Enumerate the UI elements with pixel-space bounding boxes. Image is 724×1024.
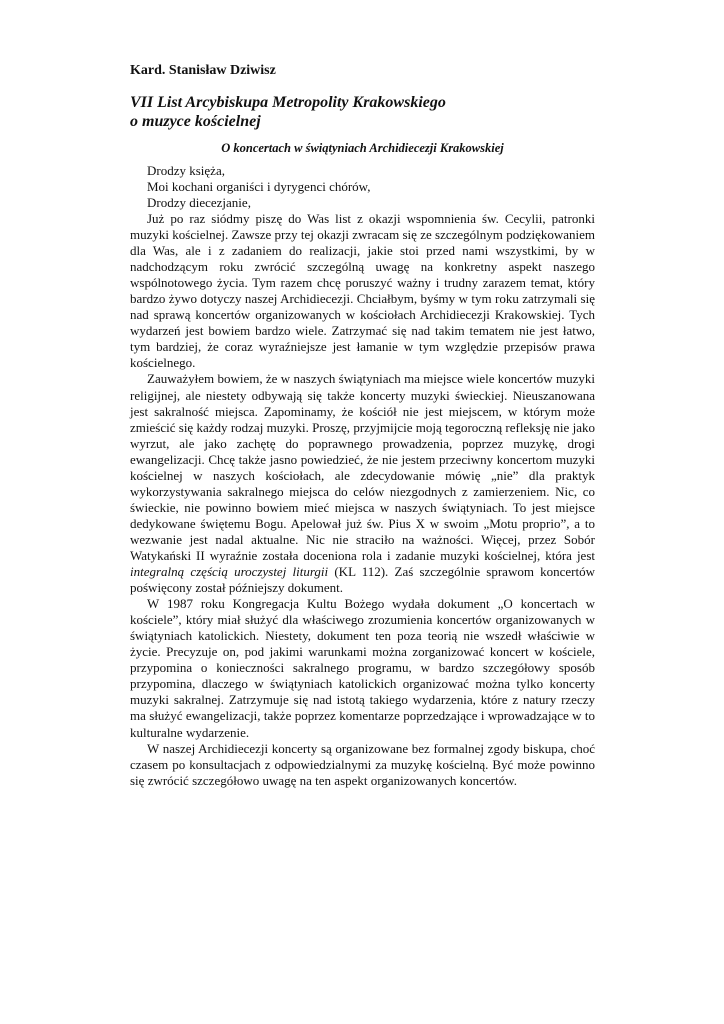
author-name: Kard. Stanisław Dziwisz — [130, 63, 276, 78]
paragraph-2 — [130, 371, 595, 596]
paragraph-2-text-after: (KL 112). Zaś szczególnie sprawom koncertów poświęcony został późniejszy dokument. — [130, 564, 596, 596]
paragraph-4: W naszej Archidiecezji koncerty są organizowane bez formalnej zgody biskupa, choć czasem po konsultacjach z odpowiedzialnymi za muzykę kościelną. Być może powinno się zwrócić szczegółowo uwagę na ten aspekt organizowanych koncertów. — [130, 740, 595, 788]
document-page — [130, 62, 595, 789]
paragraph-3: W 1987 roku Kongregacja Kultu Bożego wydała dokument „O koncertach w kościele”, który miał służyć dla właściwego zrozumienia koncertów organizowanych w świątyniach katolickich. Niestety, dokument ten poza teorią nie wszedł właściwie w życie. Precyzuje on, pod jakimi warunkami można zorganizować koncert w kościele, przypomina o konieczności sakralnego programu, w bardzo szczegółowy sposób przypomina, dlaczego w świątyniach katolickich organizować można tylko koncerty muzyki sakralnej. Zatrzymuje się nad istotą takiego wydarzenia, które z natury rzeczy ma służyć ewangelizacji, także poprzez komentarze poprzedzające i wprowadzające w to kulturalne wydarzenie. — [130, 596, 595, 740]
paragraph-2-text-before: Zauważyłem bowiem, że w naszych świątyniach ma miejsce wiele koncertów muzyki religijnej, ale niestety odbywają się także koncerty muzyki świeckiej. Nieuszanowana jest sakralność miejsca. Zapominamy, że kościół nie jest miejscem, w którym może zmieścić się każdy rodzaj muzyki. Proszę, przyjmijcie moją tegoroczną refleksję nie jako wyrzut, ale jako zachętę do poprawnego prowadzenia, poprzez muzykę, drogi ewangelizacji. Chcę także jasno powiedzieć, że nie jestem przeciwny koncertom muzyki kościelnej w naszych kościołach, ale zdecydowanie mówię „nie” dla praktyk wykorzystywania sakralnego miejsca do celów niezgodnych z zamierzeniem. Nic, co świeckie, nie powinno bowiem mieć miejsca w naszych świątyniach. To jest miejsce dedykowane świętemu Bogu. Apelował już św. Pius X w swoim „Motu proprio”, a to wezwanie jest nadal aktualne. Nic nie straciło na ważności. Więcej, przez Sobór Watykański II wyraźnie została doceniona rola i zadanie muzyki kościelnej, która jest — [130, 371, 595, 563]
title-line-1: VII List Arcybiskupa Metropolity Krakowskiego — [130, 94, 446, 111]
greetings-block — [130, 163, 595, 211]
paragraph-2-italic-quote: integralną częścią uroczystej liturgii — [130, 564, 329, 580]
greeting-line: Drodzy diecezjanie, — [147, 195, 251, 210]
paragraph-1: Już po raz siódmy piszę do Was list z okazji wspomnienia św. Cecylii, patronki muzyki kościelnej. Zawsze przy tej okazji zwracam się ze szczególnym podziękowaniem dla Was, ale i z zadaniem do realizacji, jakie stoi przed nami wszystkimi, by w nadchodzącym roku zwrócić szczególną uwagę na konkretny aspekt naszego wspólnotowego życia. Tym razem chcę poruszyć ważny i trudny zarazem temat, który bardzo żywo dotyczy naszej Archidiecezji. Chciałbym, byśmy w tym roku zatrzymali się nad sprawą koncertów organizowanych w kościołach Archidiecezji Krakowskiej. Tych wydarzeń jest bowiem bardzo wiele. Zatrzymać się nad takim tematem nie jest łatwo, tym bardziej, że coraz wyraźniejsze jest łamanie w tym względzie przepisów prawa kościelnego. — [130, 211, 595, 371]
title-line-2: o muzyce kościelnej — [130, 113, 261, 130]
document-subtitle: O koncertach w świątyniach Archidiecezji Krakowskiej — [221, 141, 504, 155]
greeting-line: Drodzy księża, — [147, 163, 225, 178]
document-title — [130, 93, 595, 131]
greeting-line: Moi kochani organiści i dyrygenci chórów, — [147, 179, 371, 194]
